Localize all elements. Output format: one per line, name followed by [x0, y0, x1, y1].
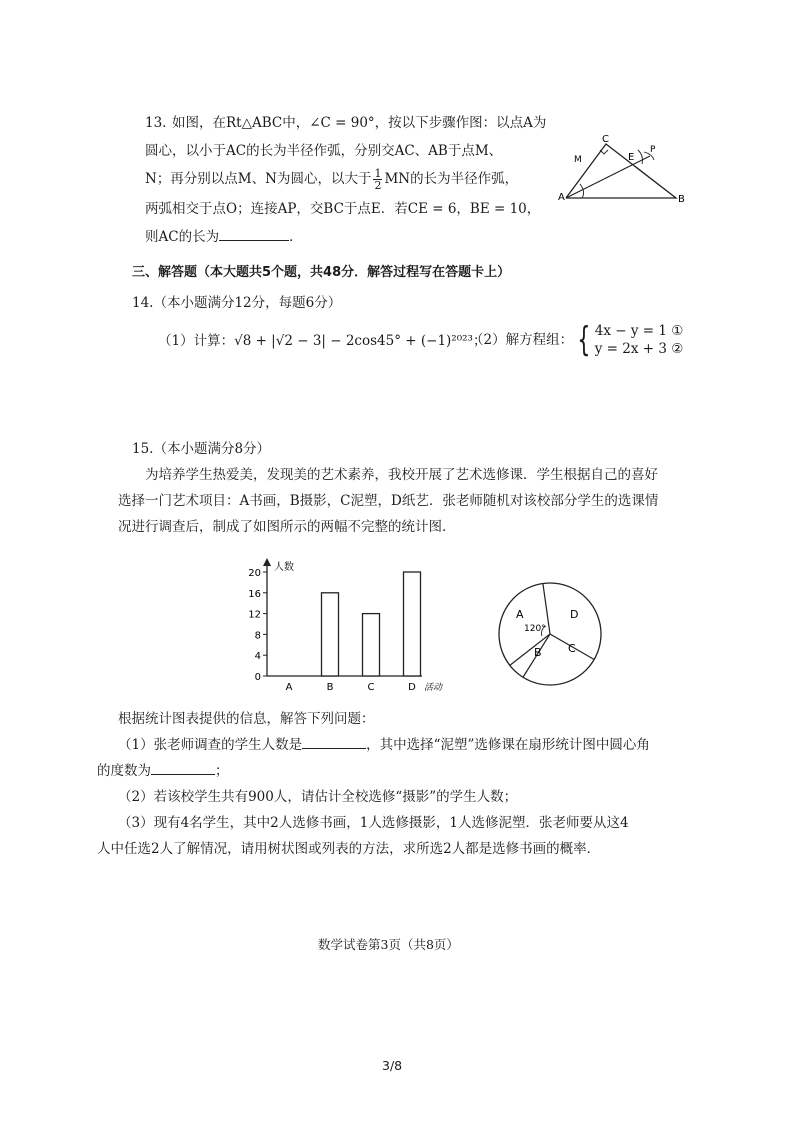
q15-q1: [118, 734, 650, 756]
pie-label-b: B: [534, 646, 542, 659]
q15-q1-blank1[interactable]: [302, 748, 366, 749]
pie-annotation: 120°: [524, 624, 546, 634]
q15-q1a: （1）张老师调查的学生人数是: [118, 737, 303, 753]
x-axis-label: 活动: [424, 683, 443, 693]
q14-part2-label: （2）解方程组：: [470, 332, 574, 348]
q14-eq1: 4x − y = 1 ①: [594, 323, 684, 339]
q13-line1: 如图，在Rt△ABC中，∠C = 90°，按以下步骤作图：以点A为: [172, 115, 547, 131]
q13-line3: [145, 168, 518, 191]
pie-divider-ab: [510, 634, 550, 665]
q15-para1: 为培养学生热爱美，发现美的艺术素养，我校开展了艺术选修课．学生根据自己的喜好: [145, 467, 658, 483]
bar-b: [322, 593, 339, 676]
q14-eq2: y = 2x + 3 ②: [594, 341, 684, 357]
footer-text: 数学试卷第3页（共8页）: [318, 937, 459, 952]
right-angle-mark: [600, 150, 608, 154]
q13-line5b: ．: [289, 229, 303, 245]
bar-d: [404, 572, 421, 676]
y-tick-label: 4: [254, 651, 261, 663]
pie-chart: [494, 578, 606, 690]
q14-part1: [158, 330, 486, 352]
y-axis-label: 人数: [274, 562, 294, 573]
q15-para2: 选择一门艺术项目：A书画，B摄影，C泥塑，D纸艺．张老师随机对该校部分学生的选课情: [118, 493, 659, 509]
label-e: E: [628, 152, 635, 163]
y-axis-arrow: [263, 558, 271, 566]
label-b: B: [678, 194, 685, 205]
category-label-a: A: [285, 682, 293, 693]
q15-q1d: ；: [215, 763, 229, 779]
page-indicator: 3/8: [382, 1058, 403, 1073]
q15-q1b: ，其中选择“泥塑”选修课在扇形统计图中圆心角: [366, 737, 650, 753]
section3-title: 三、解答题（本大题共5个题，共48分．解答过程写在答题卡上）: [132, 265, 511, 280]
q15-q3b: 人中任选2人了解情况，请用树状图或列表的方法，求所选2人都是选修书画的概率．: [97, 841, 601, 857]
q14-part2: [470, 320, 683, 360]
q15-q1c: 的度数为: [97, 763, 151, 779]
q14-part1-label: （1）计算：: [158, 333, 235, 349]
q13-triangle-figure: [558, 130, 688, 210]
q13-line4: 两弧相交于点O；连接AP，交BC于点E．若CE = 6，BE = 10，: [145, 201, 541, 217]
q15-q3a: （3）现有4名学生，其中2人选修书画，1人选修摄影，1人选修泥塑．张老师要从这4: [118, 815, 629, 831]
q13-answer-blank[interactable]: [219, 240, 289, 241]
q13-line5a: 则AC的长为: [145, 229, 220, 245]
label-p: P: [650, 145, 656, 155]
y-tick-label: 16: [248, 588, 261, 600]
q15-intro: 根据统计图表提供的信息，解答下列问题：: [118, 711, 375, 727]
system-brace: {: [577, 320, 591, 360]
category-label-b: B: [326, 682, 334, 693]
q15-para3: 况进行调查后，制成了如图所示的两幅不完整的统计图．: [118, 519, 456, 535]
category-label-c: C: [367, 682, 375, 693]
q13-line2: 圆心，以小于AC的长为半径作弧，分别交AC、AB于点M、: [145, 143, 503, 159]
y-tick-label: 8: [254, 630, 261, 642]
label-c: C: [602, 134, 609, 145]
q14-header: 14.（本小题满分12分，每题6分）: [132, 295, 342, 311]
pie-label-a: A: [516, 608, 524, 621]
q13-line3a: N；再分别以点M、N为圆心，以大于: [145, 171, 372, 187]
y-tick-label: 0: [254, 672, 261, 683]
q15-q2: （2）若该校学生共有900人，请估计全校选修“摄影”的学生人数；: [118, 789, 518, 805]
bar-c: [363, 614, 380, 676]
q14-part1-expr: √8 + |√2 − 3| − 2cos45° + (−1)²⁰²³；: [234, 333, 487, 349]
category-label-d: D: [408, 682, 416, 693]
y-tick-label: 20: [248, 568, 261, 579]
q15-header: 15.（本小题满分8分）: [132, 441, 271, 457]
pie-label-d: D: [570, 608, 579, 621]
pie-label-c: C: [568, 642, 576, 655]
q13-line5: [145, 226, 303, 248]
label-a: A: [558, 192, 565, 203]
q13-line3b: MN的长为半径作弧，: [384, 171, 519, 187]
q13-fraction: $\frac{1}{2}$: [374, 167, 382, 192]
bar-chart: [222, 558, 462, 698]
q13-number: 13.: [145, 115, 167, 131]
y-tick-label: 12: [248, 609, 261, 621]
label-m: M: [574, 155, 582, 165]
q15-q1-cont: [97, 760, 229, 782]
q15-q1-blank2[interactable]: [151, 774, 215, 775]
